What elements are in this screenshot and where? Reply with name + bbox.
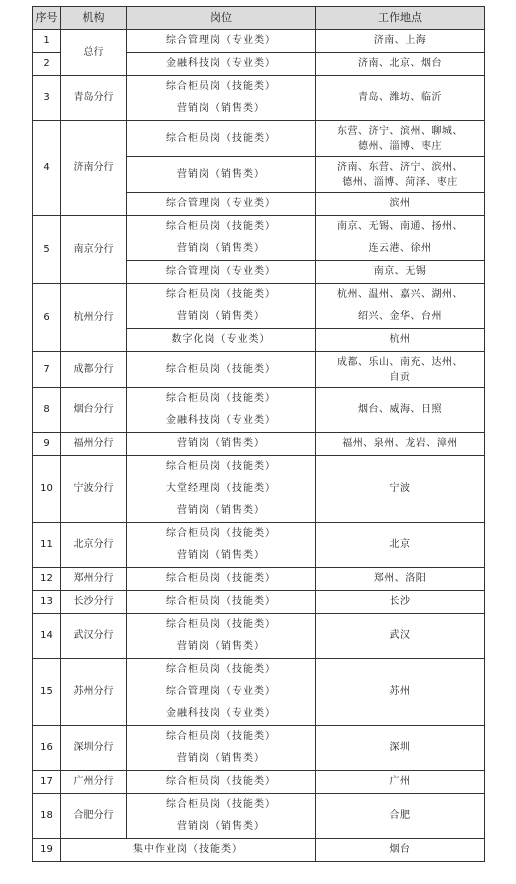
location-line: 东营、济宁、滨州、聊城、 [337,125,463,137]
seq-cell: 19 [33,839,61,862]
seq-cell: 13 [33,591,61,614]
position-line: 营销岗（销售类） [177,438,265,449]
position-cell [127,216,316,261]
location-cell [316,30,485,53]
position-line: 综合柜员岗（技能类） [166,289,276,300]
table-row [33,76,485,121]
header-location: 工作地点 [316,7,485,30]
location-line: 北京 [389,539,411,550]
position-line: 综合管理岗（专业类） [166,686,276,697]
table-row [33,726,485,771]
location-cell [316,456,485,523]
location-line: 福州、泉州、龙岩、漳州 [342,438,458,449]
location-line: 济南、东营、济宁、滨州、 [337,161,463,173]
org-cell: 北京分行 [61,523,127,568]
position-cell [127,157,316,193]
position-line: 综合柜员岗（技能类） [166,461,276,472]
location-line: 南京、无锡 [373,266,427,277]
position-line: 综合柜员岗（技能类） [166,221,276,232]
location-line: 滨州 [389,198,411,209]
seq-cell: 6 [33,284,61,352]
table-row [33,659,485,726]
location-cell [316,794,485,839]
position-line: 综合柜员岗（技能类） [166,596,276,607]
position-line: 营销岗（销售类） [177,168,265,180]
location-cell [316,433,485,456]
location-line: 合肥 [389,810,411,821]
org-cell: 福州分行 [61,433,127,456]
location-line: 苏州 [389,686,411,697]
org-cell: 武汉分行 [61,614,127,659]
location-cell [316,121,485,157]
position-cell [127,284,316,329]
location-cell [316,284,485,329]
position-cell [127,352,316,388]
location-line: 德州、淄博、菏泽、枣庄 [342,176,458,188]
location-line: 长沙 [389,596,411,607]
position-cell [127,794,316,839]
position-line: 营销岗（销售类） [177,821,265,832]
seq-cell: 4 [33,121,61,216]
position-line: 营销岗（销售类） [177,550,265,561]
position-line: 综合管理岗（专业类） [166,35,276,46]
table-row [33,216,485,261]
location-cell [316,53,485,76]
location-line: 德州、淄博、枣庄 [358,140,442,152]
seq-cell: 11 [33,523,61,568]
location-cell [316,329,485,352]
location-line: 广州 [389,776,411,787]
org-cell: 苏州分行 [61,659,127,726]
table-row [33,121,485,157]
location-cell [316,352,485,388]
table-row [33,30,485,53]
position-line: 营销岗（销售类） [177,641,265,652]
header-seq: 序号 [33,7,61,30]
seq-cell: 10 [33,456,61,523]
position-cell [127,659,316,726]
org-cell: 长沙分行 [61,591,127,614]
location-line: 南京、无锡、南通、扬州、 [337,221,463,232]
position-line: 综合柜员岗（技能类） [166,393,276,404]
seq-cell: 5 [33,216,61,284]
location-cell [316,157,485,193]
table-row [33,284,485,329]
position-cell [127,261,316,284]
seq-cell: 18 [33,794,61,839]
table-row [33,794,485,839]
location-line: 烟台、威海、日照 [358,404,442,415]
location-cell [316,726,485,771]
org-cell: 深圳分行 [61,726,127,771]
position-cell [127,726,316,771]
table-row [33,523,485,568]
location-line: 烟台 [389,844,411,855]
org-cell: 合肥分行 [61,794,127,839]
table-body [33,30,485,862]
location-line: 济南、北京、烟台 [358,58,442,69]
position-line: 综合柜员岗（技能类） [166,132,276,144]
location-line: 杭州、温州、嘉兴、湖州、 [337,289,463,300]
table-row [33,456,485,523]
table-row [33,771,485,794]
seq-cell: 12 [33,568,61,591]
location-cell [316,388,485,433]
position-cell [127,193,316,216]
org-cell: 宁波分行 [61,456,127,523]
position-line: 综合柜员岗（技能类） [166,731,276,742]
position-cell [127,568,316,591]
position-line: 营销岗（销售类） [177,753,265,764]
org-cell: 济南分行 [61,121,127,216]
location-line: 绍兴、金华、台州 [358,311,442,322]
org-cell: 广州分行 [61,771,127,794]
position-cell [127,30,316,53]
position-line: 大堂经理岗（技能类） [166,483,276,494]
position-line: 综合柜员岗（技能类） [166,776,276,787]
position-cell [127,53,316,76]
org-cell: 郑州分行 [61,568,127,591]
seq-cell: 16 [33,726,61,771]
table-header-row [33,7,485,30]
position-line: 综合柜员岗（技能类） [166,528,276,539]
location-cell [316,216,485,261]
seq-cell: 17 [33,771,61,794]
org-cell: 烟台分行 [61,388,127,433]
header-position: 岗位 [127,7,316,30]
location-cell [316,523,485,568]
position-line: 营销岗（销售类） [177,243,265,254]
position-line: 综合柜员岗（技能类） [166,619,276,630]
position-line: 综合柜员岗（技能类） [166,799,276,810]
table-row [33,839,485,862]
seq-cell: 2 [33,53,61,76]
seq-cell: 14 [33,614,61,659]
table-row [33,388,485,433]
seq-cell: 7 [33,352,61,388]
location-line: 青岛、潍坊、临沂 [358,92,442,103]
position-cell [127,433,316,456]
location-line: 济南、上海 [373,35,427,46]
position-cell [127,388,316,433]
table-row [33,433,485,456]
seq-cell: 8 [33,388,61,433]
position-line: 综合管理岗（专业类） [166,198,276,209]
location-line: 武汉 [389,630,411,641]
position-cell [127,523,316,568]
location-line: 自贡 [389,371,411,383]
location-cell [316,614,485,659]
location-line: 郑州、洛阳 [373,573,427,584]
location-cell [316,76,485,121]
location-cell [316,568,485,591]
position-cell: 集中作业岗（技能类） [61,839,316,862]
location-line: 杭州 [389,334,411,345]
recruitment-table [32,6,485,862]
position-line: 营销岗（销售类） [177,311,265,322]
position-cell [127,329,316,352]
location-cell [316,261,485,284]
org-cell: 杭州分行 [61,284,127,352]
location-line: 宁波 [389,483,411,494]
position-line: 综合柜员岗（技能类） [166,81,276,92]
location-cell [316,591,485,614]
position-line: 金融科技岗（专业类） [166,415,276,426]
position-line: 营销岗（销售类） [177,103,265,114]
position-cell [127,614,316,659]
table-row [33,568,485,591]
position-line: 综合柜员岗（技能类） [166,573,276,584]
org-cell: 南京分行 [61,216,127,284]
position-line: 营销岗（销售类） [177,505,265,516]
position-cell [127,121,316,157]
seq-cell: 1 [33,30,61,53]
org-cell: 总行 [61,30,127,76]
location-line: 连云港、徐州 [368,243,432,254]
location-cell [316,771,485,794]
location-line: 深圳 [389,742,411,753]
position-line: 综合柜员岗（技能类） [166,664,276,675]
position-line: 数字化岗（专业类） [171,334,271,345]
header-org: 机构 [61,7,127,30]
org-cell: 青岛分行 [61,76,127,121]
org-cell: 成都分行 [61,352,127,388]
position-line: 金融科技岗（专业类） [166,708,276,719]
position-line: 综合柜员岗（技能类） [166,363,276,375]
position-line: 金融科技岗（专业类） [166,58,276,69]
position-cell [127,771,316,794]
position-cell [127,591,316,614]
position-cell [127,456,316,523]
location-line: 成都、乐山、南充、达州、 [337,356,463,368]
position-cell [127,76,316,121]
table-row [33,591,485,614]
location-cell [316,193,485,216]
position-line: 综合管理岗（专业类） [166,266,276,277]
table-row [33,352,485,388]
seq-cell: 15 [33,659,61,726]
seq-cell: 9 [33,433,61,456]
location-cell [316,839,485,862]
location-cell [316,659,485,726]
seq-cell: 3 [33,76,61,121]
table-row [33,614,485,659]
